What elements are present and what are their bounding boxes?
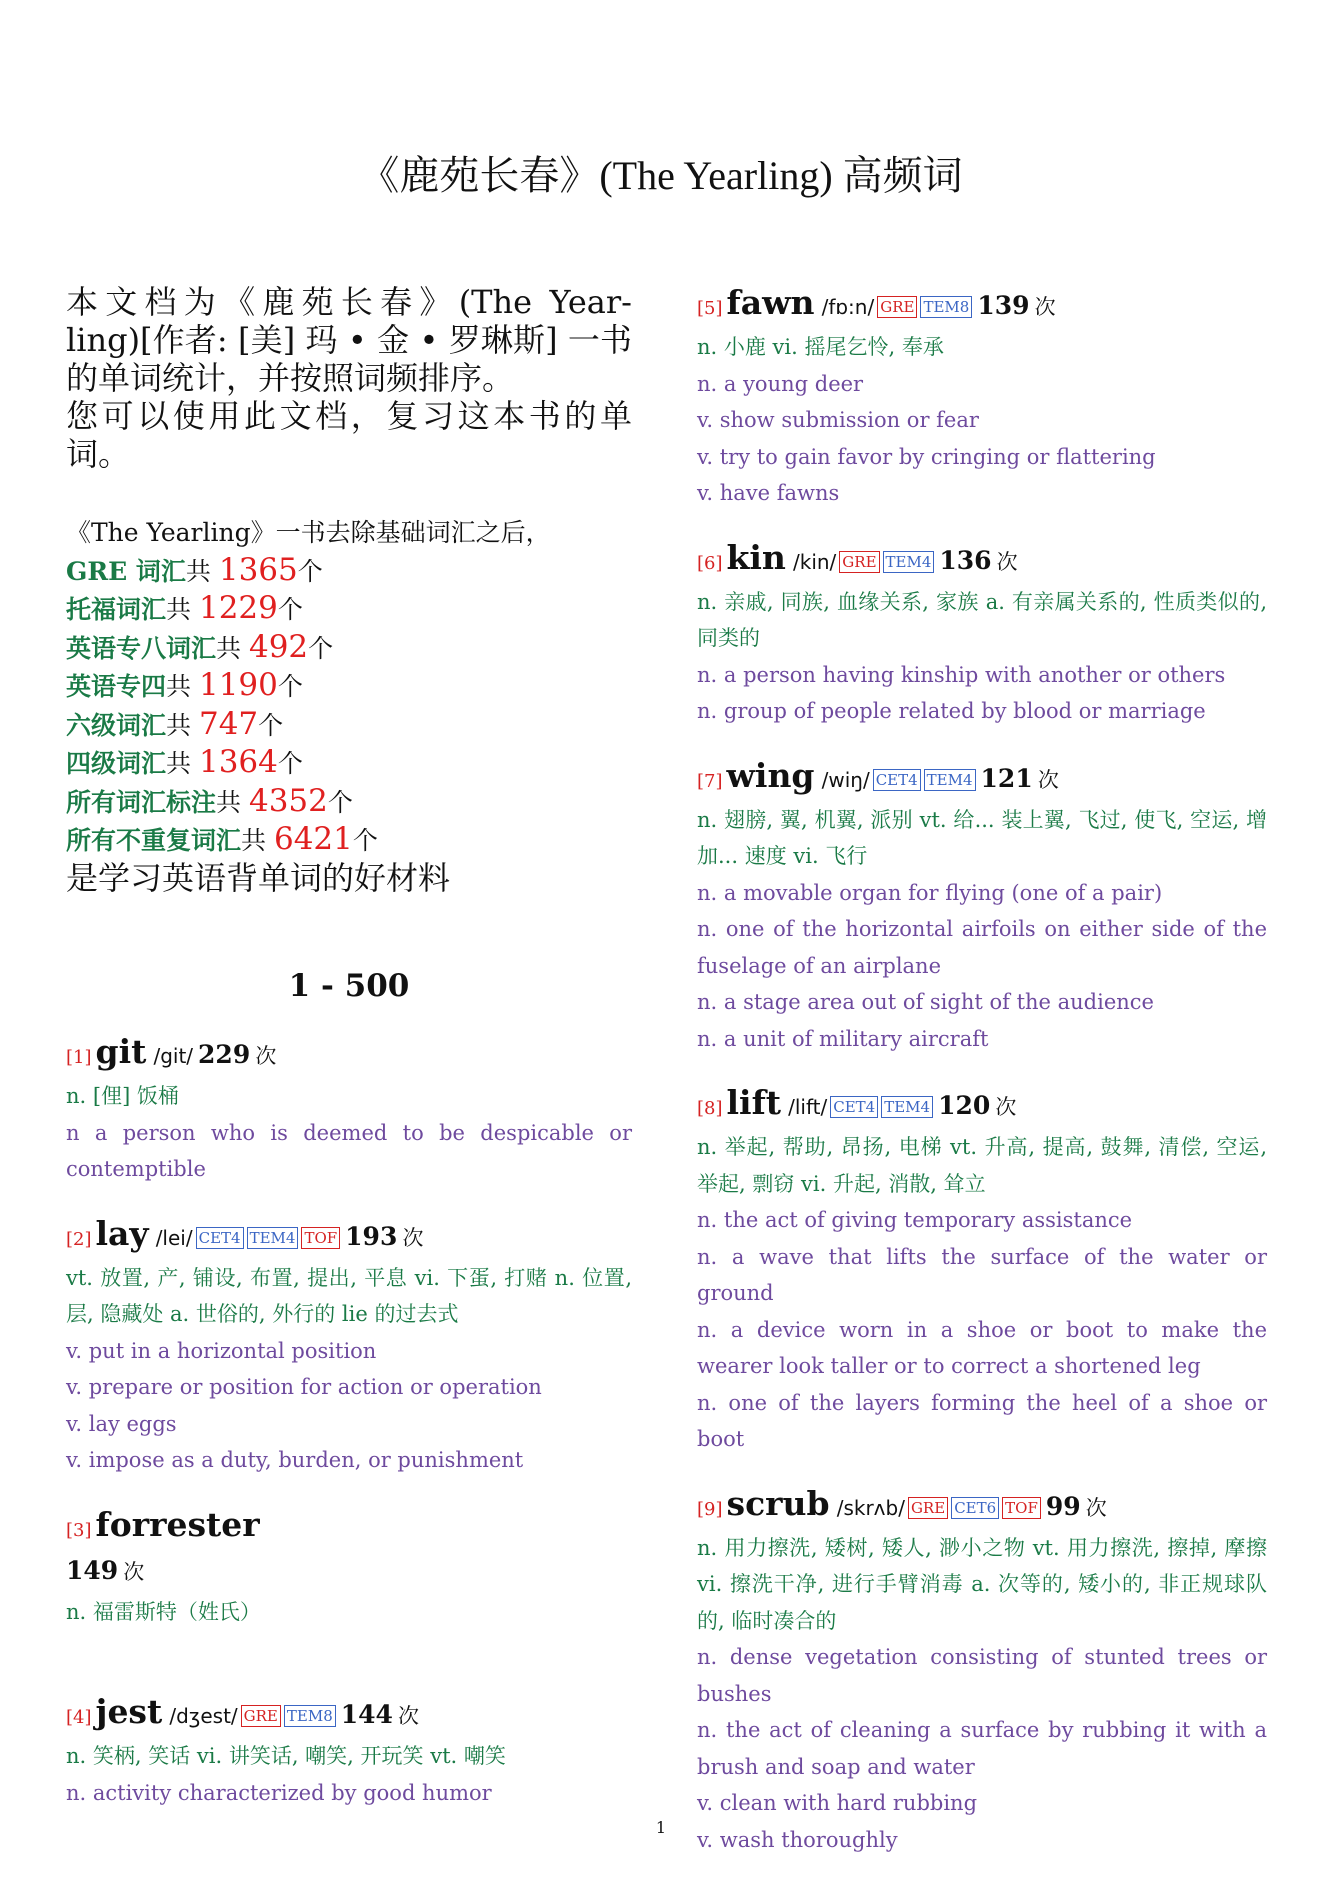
right-column [697,283,1267,1884]
stat-tem4: 英语专四共 1190个 [66,667,303,703]
exam-tag: TOF [301,1227,340,1249]
stat-unique: 所有不重复词汇共 6421个 [66,821,378,857]
exam-tag: GRE [877,296,917,318]
frequency-count: 193 [345,1221,398,1251]
exam-tag: CET4 [196,1227,244,1249]
exam-tag: CET6 [951,1497,999,1519]
english-definition: v. lay eggs [66,1411,177,1436]
word-entry [66,1214,632,1479]
exam-tag: TEM4 [924,769,976,791]
stat-tem8: 英语专八词汇共 492个 [66,628,334,665]
pronunciation: /kin/ [793,549,837,574]
entry-headword-line [697,756,1267,802]
entry-headword-line [697,283,1267,329]
headword: kin [726,537,786,577]
count-suffix: 次 [402,1225,424,1250]
pronunciation: /lift/ [788,1095,828,1119]
word-entry [697,283,1267,512]
entry-index: [2] [66,1228,92,1250]
entry-headword-line [697,538,1267,584]
word-entry [66,1032,632,1188]
chinese-definition: n. 用力擦洗, 矮树, 矮人, 渺小之物 vt. 用力擦洗, 擦掉, 摩擦 vi. 擦洗干净, 进行手臂消毒 a. 次等的, 矮小的, 非正规球队的, 临时凑合的 [697,1535,1267,1633]
word-entry [66,1505,632,1631]
entry-index: [6] [697,552,723,574]
stat-tof: 托福词汇共 1229个 [66,590,303,626]
english-definition: v. try to gain favor by cringing or flattering [697,444,1156,469]
intro-paragraph [66,283,632,473]
english-definition: n. a young deer [697,371,864,396]
english-definition: n. a person having kinship with another or others [697,662,1226,687]
english-definition: v. show submission or fear [697,408,979,432]
frequency-count: 99 [1045,1491,1081,1521]
frequency-count: 149 [66,1555,119,1585]
headword: wing [726,755,815,795]
entries-left [66,1032,632,1811]
pronunciation: /skrʌb/ [836,1495,905,1520]
word-entry [697,538,1267,730]
frequency-count: 139 [977,291,1030,320]
count-suffix: 次 [995,1095,1017,1119]
word-entry [697,756,1267,1058]
chinese-definition: n. 举起, 帮助, 昂扬, 电梯 vt. 升高, 提高, 鼓舞, 清偿, 空运, 举起, 剽窃 vi. 升起, 消散, 耸立 [697,1135,1267,1196]
stat-cet4: 四级词汇共 1364个 [66,744,303,780]
count-suffix: 次 [398,1704,420,1728]
pronunciation: /wiŋ/ [821,767,870,792]
count-suffix: 次 [255,1044,277,1068]
frequency-count: 144 [340,1700,393,1729]
exam-tag: CET4 [830,1096,878,1118]
pronunciation: /dʒest/ [169,1704,238,1728]
count-suffix: 次 [1085,1495,1107,1520]
entry-index: [9] [697,1498,723,1520]
exam-tag: CET4 [873,769,921,791]
pronunciation: /git/ [153,1044,194,1068]
entry-headword-line [66,1692,632,1738]
english-definition: n. a device worn in a shoe or boot to make the wearer look taller or to correct a shortened leg [697,1317,1267,1378]
pronunciation: /fɒ:n/ [821,295,875,319]
english-definition: n. a stage area out of sight of the audience [697,990,1154,1014]
english-definition: n. activity characterized by good humor [66,1780,492,1805]
chinese-definition: n. 亲戚, 同族, 血缘关系, 家族 a. 有亲属关系的, 性质类似的, 同类的 [697,589,1267,650]
page-number: 1 [655,1818,667,1837]
stats-closing: 是学习英语背单词的好材料 [66,858,451,897]
headword: forrester [95,1504,260,1544]
document-title: 《鹿苑长春》(The Yearling) 高频词 [359,153,963,198]
english-definition: n. the act of cleaning a surface by rubbing it with a brush and soap and water [697,1718,1267,1779]
count-suffix: 次 [996,549,1018,574]
exam-tag: TOF [1002,1497,1041,1519]
english-definition: n. a wave that lifts the surface of the water or ground [697,1244,1267,1305]
stat-gre: GRE 词汇共 1365个 [66,551,323,588]
exam-tag: TEM4 [881,1096,933,1118]
headword: lift [726,1083,782,1122]
entries-right [697,283,1267,1858]
english-definition: n. the act of giving temporary assistance [697,1208,1133,1232]
headword: lay [95,1213,149,1253]
stats-intro: 《The Yearling》一书去除基础词汇之后， [66,518,551,547]
chinese-definition: n. 翅膀, 翼, 机翼, 派别 vt. 给... 装上翼, 飞过, 使飞, 空运, 增加... 速度 vi. 飞行 [697,807,1267,868]
entry-headword-line [66,1214,632,1260]
count-suffix: 次 [1034,295,1056,319]
english-definition: v. impose as a duty, burden, or punishment [66,1448,524,1472]
stats-block [66,515,632,896]
english-definition: v. prepare or position for action or operation [66,1375,542,1399]
count-suffix: 次 [1037,767,1059,792]
english-definition: n a person who is deemed to be despicable or contemptible [66,1120,632,1181]
exam-tag: TEM4 [247,1227,299,1249]
intro-line-1: 本文档为《鹿苑长春》(The Year- [66,283,632,321]
word-entry [697,1484,1267,1859]
count-suffix: 次 [123,1559,145,1584]
entry-headword-line [66,1505,632,1551]
entry-headword-line [697,1484,1267,1530]
chinese-definition: n. 笑柄, 笑话 vi. 讲笑话, 嘲笑, 开玩笑 vt. 嘲笑 [66,1744,506,1768]
entry-index: [7] [697,770,723,792]
frequency-count: 121 [980,763,1033,793]
stat-all: 所有词汇标注共 4352个 [66,782,353,819]
range-heading: 1 - 500 [288,968,410,1004]
exam-tag: TEM4 [883,551,935,573]
english-definition: n. one of the layers forming the heel of a shoe or boot [697,1390,1267,1451]
chinese-definition: n. 福雷斯特（姓氏） [66,1599,261,1624]
english-definition: v. have fawns [697,481,840,505]
exam-tag: GRE [241,1705,281,1727]
headword: fawn [726,283,815,322]
entry-index: [5] [697,298,723,319]
exam-tag: GRE [839,551,879,573]
word-entry [697,1083,1267,1458]
entry-index: [4] [66,1707,92,1728]
entry-headword-line [66,1032,632,1078]
exam-tag: TEM8 [920,296,972,318]
chinese-definition: vt. 放置, 产, 铺设, 布置, 提出, 平息 vi. 下蛋, 打赌 n. 位置, 层, 隐藏处 a. 世俗的, 外行的 lie 的过去式 [66,1265,632,1326]
pronunciation: /lei/ [155,1225,193,1250]
stat-cet6: 六级词汇共 747个 [66,705,284,742]
frequency-count: 136 [939,545,992,575]
entry-headword-line [697,1083,1267,1129]
left-column [66,283,632,1837]
entry-index: [3] [66,1519,92,1541]
entry-count-line [66,1551,632,1594]
english-definition: v. clean with hard rubbing [697,1791,978,1815]
chinese-definition: n. [俚] 饭桶 [66,1084,179,1108]
entry-index: [8] [697,1098,723,1119]
frequency-count: 120 [938,1091,991,1120]
headword: scrub [726,1483,830,1523]
headword: jest [95,1692,163,1731]
intro-line-rest: ling)[作者: [美] 玛 • 金 • 罗琳斯] 一书的单词统计，并按照词频排序。 [66,321,632,397]
english-definition: n. one of the horizontal airfoils on either side of the fuselage of an airplane [697,917,1267,978]
english-definition: v. put in a horizontal position [66,1338,377,1363]
english-definition: n. a unit of military aircraft [697,1026,989,1051]
english-definition: n. a movable organ for flying (one of a pair) [697,880,1163,905]
chinese-definition: n. 小鹿 vi. 摇尾乞怜, 奉承 [697,335,944,359]
english-definition: n. group of people related by blood or marriage [697,699,1206,723]
frequency-count: 229 [198,1040,251,1069]
word-entry [66,1692,632,1811]
exam-tag: TEM8 [284,1705,336,1727]
intro-line-2: 您可以使用此文档，复习这本书的单词。 [66,397,632,473]
english-definition: n. dense vegetation consisting of stunted trees or bushes [697,1645,1267,1706]
english-definition: v. wash thoroughly [697,1827,898,1852]
exam-tag: GRE [908,1497,948,1519]
headword: git [95,1032,147,1071]
entry-index: [1] [66,1047,92,1068]
